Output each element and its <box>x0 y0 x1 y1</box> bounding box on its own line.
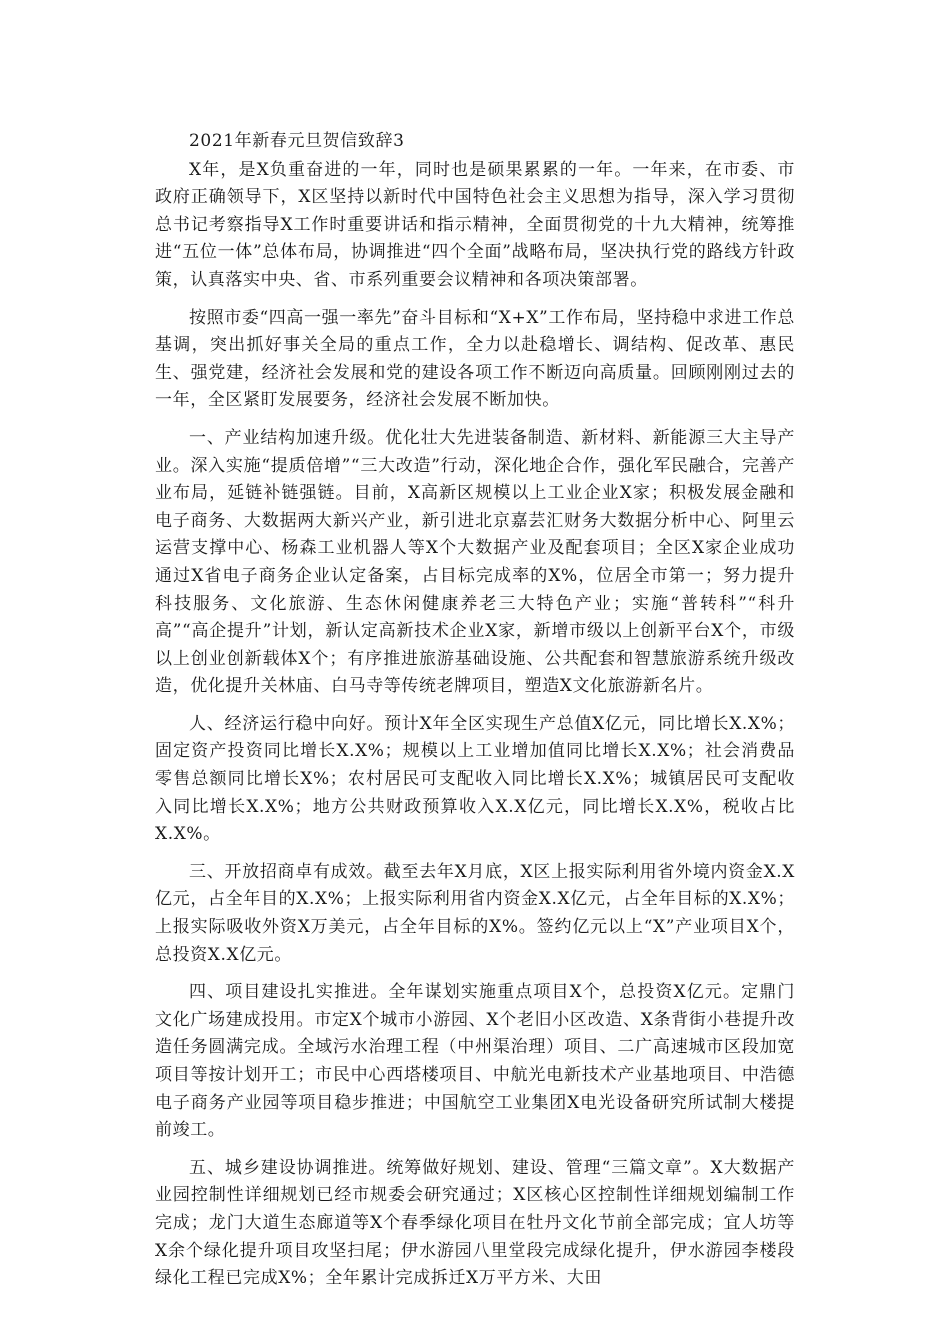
paragraph-industry: 一、产业结构加速升级。优化壮大先进装备制造、新材料、新能源三大主导产业。深入实施“提质倍增”“三大改造”行动，深化地企合作，强化军民融合，完善产业布局，延链补链强链。目前，X高新区规模以上工业企业X家；积极发展金融和电子商务、大数据两大新兴产业，新引进北京嘉芸汇财务大数据分析中心、阿里云运营支撑中心、杨森工业机器人等X个大数据产业及配套项目；全区X家企业成功通过X省电子商务企业认定备案，占目标完成率的X%，位居全市第一；努力提升科技服务、文化旅游、生态休闲健康养老三大特色产业；实施“普转科”“科升高”“高企提升”计划，新认定高新技术企业X家，新增市级以上创新平台X个，市级以上创业创新载体X个；有序推进旅游基础设施、公共配套和智慧旅游系统升级改造，优化提升关林庙、白马寺等传统老牌项目，塑造X文化旅游新名片。 <box>155 427 795 697</box>
document-body <box>155 128 795 1303</box>
paragraph-economy: 人、经济运行稳中向好。预计X年全区实现生产总值X亿元，同比增长X.X%；固定资产投资同比增长X.X%；规模以上工业增加值同比增长X.X%；社会消费品零售总额同比增长X%；农村居民可支配收入同比增长X.X%；城镇居民可支配收入同比增长X.X%；地方公共财政预算收入X.X亿元，同比增长X.X%，税收占比X.X%。 <box>155 713 795 845</box>
paragraph-overview: 按照市委“四高一强一率先”奋斗目标和“X+X”工作布局，坚持稳中求进工作总基调，突出抓好事关全局的重点工作，全力以赴稳增长、调结构、促改革、惠民生、强党建，经济社会发展和党的建设各项工作不断迈向高质量。回顾刚刚过去的一年，全区紧盯发展要务，经济社会发展不断加快。 <box>155 307 795 411</box>
paragraph-intro: X年，是X负重奋进的一年，同时也是硕果累累的一年。一年来，在市委、市政府正确领导下，X区坚持以新时代中国特色社会主义思想为指导，深入学习贯彻总书记考察指导X工作时重要讲话和指示精神，全面贯彻党的十九大精神，统筹推进“五位一体”总体布局，协调推进“四个全面”战略布局，坚决执行党的路线方针政策，认真落实中央、省、市系列重要会议精神和各项决策部署。 <box>155 159 795 290</box>
document-title: 2021年新春元旦贺信致辞3 <box>189 131 405 151</box>
paragraph-urban-rural: 五、城乡建设协调推进。统筹做好规划、建设、管理“三篇文章”。X大数据产业园控制性详细规划已经市规委会研究通过；X区核心区控制性详细规划编制工作完成；龙门大道生态廊道等X个春季绿化项目在牡丹文化节前全部完成；宜人坊等X余个绿化提升项目攻坚扫尾；伊水游园八里堂段完成绿化提升，伊水游园李楼段绿化工程已完成X%；全年累计完成拆迁X万平方米、大田 <box>155 1157 795 1289</box>
paragraph-projects: 四、项目建设扎实推进。全年谋划实施重点项目X个，总投资X亿元。定鼎门文化广场建成投用。市定X个城市小游园、X个老旧小区改造、X条背街小巷提升改造任务圆满完成。全域污水治理工程（中州渠治理）项目、二广高速城市区段加宽项目等按计划开工；市民中心西塔楼项目、中航光电新技术产业基地项目、中浩德电子商务产业园等项目稳步推进；中国航空工业集团X电光设备研究所试制大楼提前竣工。 <box>155 982 795 1141</box>
paragraph-investment: 三、开放招商卓有成效。截至去年X月底，X区上报实际利用省外境内资金X.X亿元，占全年目的X.X%；上报实际利用省内资金X.X亿元，占全年目标的X.X%；上报实际吸收外资X万美元，占全年目标的X%。签约亿元以上“X”产业项目X个，总投资X.X亿元。 <box>155 861 795 965</box>
